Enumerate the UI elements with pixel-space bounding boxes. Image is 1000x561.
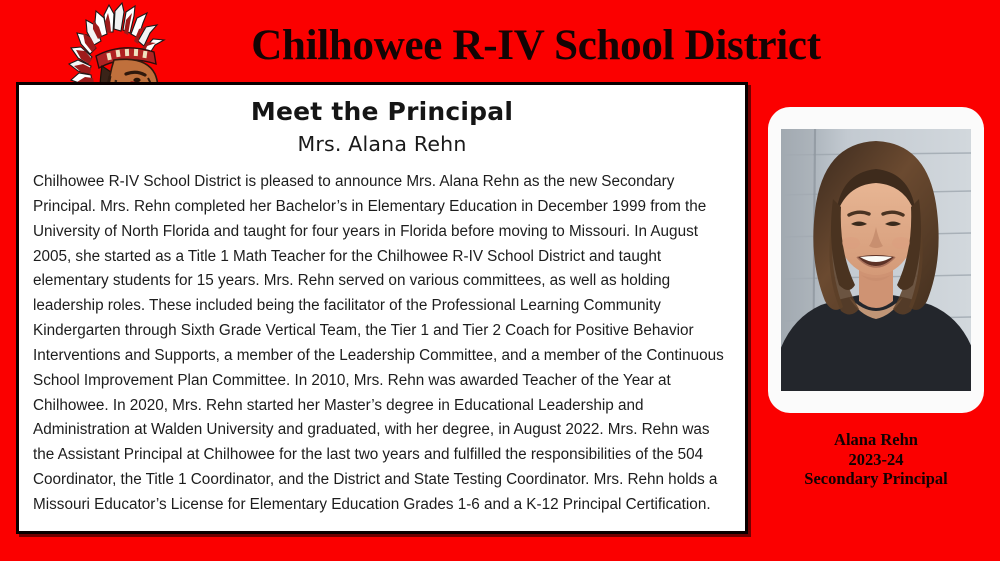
page-title: Chilhowee R-IV School District <box>251 21 821 69</box>
caption-role: Secondary Principal <box>804 469 948 488</box>
article-subheading: Mrs. Alana Rehn <box>297 132 467 156</box>
article-heading: Meet the Principal <box>250 97 514 126</box>
portrait-photo-image <box>781 129 971 391</box>
caption-name: Alana Rehn <box>834 430 918 449</box>
portrait-photo <box>781 129 971 391</box>
portrait-photo-frame <box>768 107 984 413</box>
article-card <box>16 82 748 534</box>
article-body-text: Chilhowee R-IV School District is pleased to announce Mrs. Alana Rehn as the new Secondary Principal. Mrs. Rehn completed her Bachelor’s in Elementary Education in December 1999 from the University of North Florida and taught for four years in Florida before moving to Missouri. In August 2005, she started as a Title 1 Math Teacher for the Chilhowee R-IV School District and taught elementary students for 15 years. Mrs. Rehn served on various committees, as well as holding leadership roles. These included being the facilitator of the Professional Learning Community Kindergarten through Sixth Grade Vertical Team, the Tier 1 and Tier 2 Coach for Positive Behavior Interventions and Supports, a member of the Leadership Committee, and a member of the Continuous School Improvement Plan Committee. In 2010, Mrs. Rehn was awarded Teacher of the Year at Chilhowee. In 2020, Mrs. Rehn started her Master’s degree in Educational Leadership and Administration at Walden University and graduated, with her degree, in August 2022. Mrs. Rehn was the Assistant Principal at Chilhowee for the last two years and fulfilled the responsibilities of the 504 Coordinator, the Title 1 Coordinator, and the District and State Testing Coordinator. Mrs. Rehn holds a Missouri Educator’s License for Elementary Education Grades 1-6 and a K-12 Principal Certification. <box>33 173 724 513</box>
photo-caption <box>768 430 984 489</box>
caption-year: 2023-24 <box>848 449 904 469</box>
